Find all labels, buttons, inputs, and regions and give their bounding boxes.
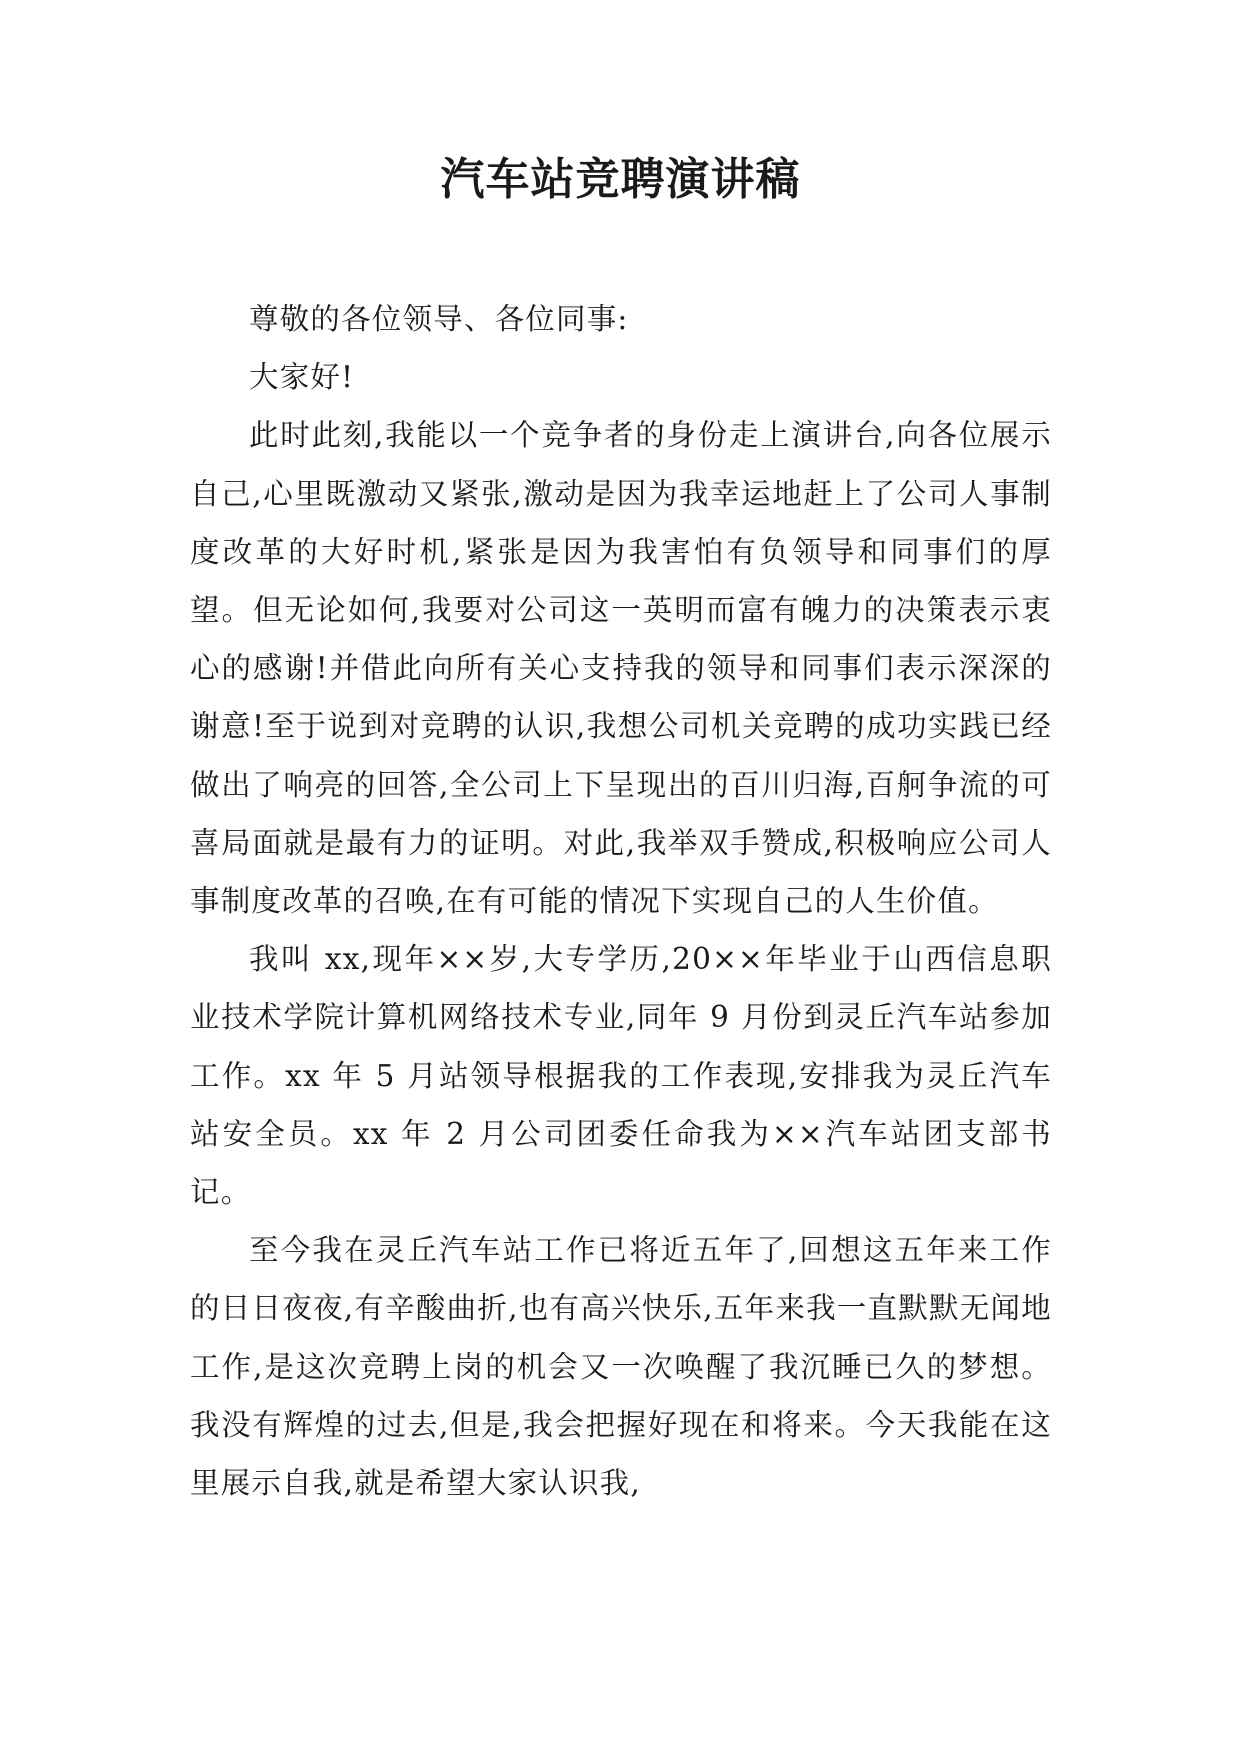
paragraph-3: 至今我在灵丘汽车站工作已将近五年了,回想这五年来工作的日日夜夜,有辛酸曲折,也有高兴快乐,五年来我一直默默无闻地工作,是这次竞聘上岗的机会又一次唤醒了我沉睡已久的梦想。我没有辉煌的过去,但是,我会把握好现在和将来。今天我能在这里展示自我,就是希望大家认识我,: [190, 1233, 1052, 1501]
greeting: 大家好!: [249, 360, 355, 395]
paragraph-2: 我叫 xx,现年××岁,大专学历,20××年毕业于山西信息职业技术学院计算机网络技术专业,同年 9 月份到灵丘汽车站参加工作。xx 年 5 月站领导根据我的工作表现,安排我为灵丘汽车站安全员。xx 年 2 月公司团委任命我为××汽车站团支部书记。: [190, 942, 1052, 1210]
document-body: [190, 290, 1052, 1512]
document-title: 汽车站竞聘演讲稿: [440, 154, 801, 205]
paragraph-1: 此时此刻,我能以一个竞争者的身份走上演讲台,向各位展示自己,心里既激动又紧张,激动是因为我幸运地赶上了公司人事制度改革的大好时机,紧张是因为我害怕有负领导和同事们的厚望。但无论如何,我要对公司这一英明而富有魄力的决策表示衷心的感谢!并借此向所有关心支持我的领导和同事们表示深深的谢意!至于说到对竞聘的认识,我想公司机关竞聘的成功实践已经做出了响亮的回答,全公司上下呈现出的百川归海,百舸争流的可喜局面就是最有力的证明。对此,我举双手赞成,积极响应公司人事制度改革的召唤,在有可能的情况下实现自己的人生价值。: [190, 418, 1052, 919]
salutation: 尊敬的各位领导、各位同事:: [249, 302, 629, 336]
